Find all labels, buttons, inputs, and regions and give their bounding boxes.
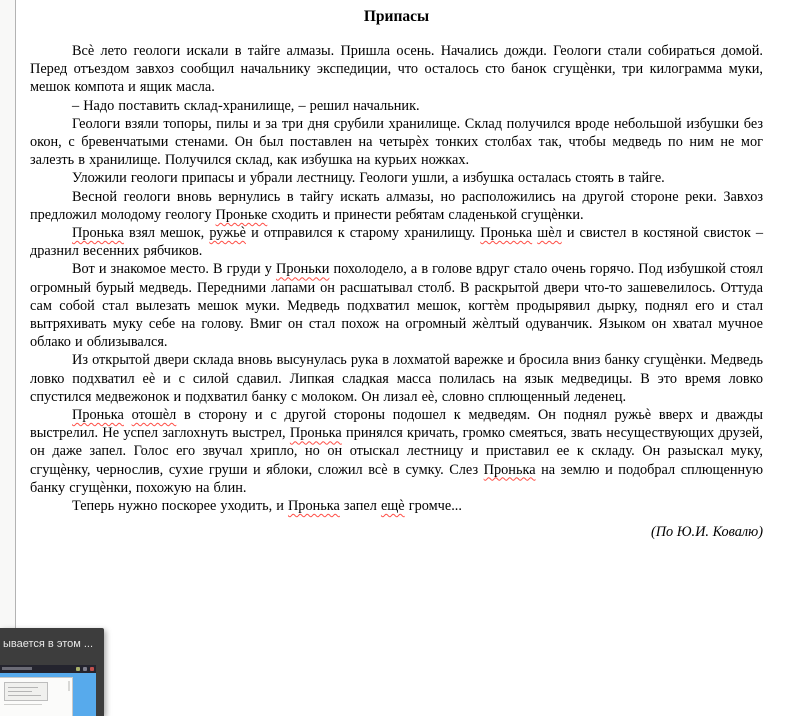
text-run: Всѐ лето геологи искали в тайге алмазы. Пришла осень. Начались дожди. Геологи стали собираться домой. Перед отъездом завхоз сообщил начальнику экспедиции, что осталось сто банок сгущѐнки, три килограмма муки, мешок компота и ящик масла. <box>30 43 763 96</box>
page-margin-gutter <box>0 0 16 716</box>
paragraph <box>30 188 763 224</box>
text-run <box>124 407 132 423</box>
text-run: Геологи взяли топоры, пилы и за три дня срубили хранилище. Склад получился вроде небольшой избушки без окон, с бревенчатыми стенами. Он был поставлен на четырѐх тонких столбах так, чтобы медведь по ним не мог залезть в хранилище. Получился склад, как избушка на курьих ножках. <box>30 115 763 169</box>
text-run: Теперь нужно поскорее уходить, и <box>72 498 288 515</box>
misspelled-word: Пронька <box>480 225 533 242</box>
misspelled-word: Пронька <box>483 461 536 478</box>
minimize-icon <box>76 667 80 671</box>
page-title: Припасы <box>363 8 430 25</box>
paragraph <box>30 260 763 351</box>
misspelled-word: Проньки <box>276 261 330 278</box>
window-thumbnail[interactable] <box>0 665 96 716</box>
thumbnail-popup-title: ывается в этом ... <box>3 638 94 650</box>
text-run: на землю и подобрал сплющенную банку сгущѐнки, похожую на блин. <box>30 461 764 496</box>
thumbnail-window-controls <box>76 667 94 671</box>
text-run: в сторону и с другой стороны подошел к медведям. Он поднял ружьѐ вверх и дважды выстрелил. Не успел заглохнуть выстрел, <box>30 407 763 442</box>
misspelled-word: Пронька <box>287 498 340 515</box>
misspelled-word: Пронька <box>72 407 124 424</box>
text-run: сходить и принести ребятам сладенькой сгущѐнки. <box>267 206 584 223</box>
text-run: Вот и знакомое место. В груди у <box>72 261 276 278</box>
paragraph <box>30 224 763 260</box>
maximize-icon <box>83 667 87 671</box>
text-run: Уложили геологи припасы и убрали лестницу. Геологи ушли, а избушка осталась стоять в тайге. <box>72 170 665 187</box>
thumbnail-app-window <box>0 677 73 716</box>
paragraph <box>30 97 763 115</box>
paragraph <box>30 169 763 187</box>
paragraph <box>30 406 763 497</box>
thumbnail-desktop <box>0 673 96 716</box>
text-run: громче... <box>404 498 462 515</box>
text-run: запел <box>339 498 381 515</box>
paragraph <box>30 351 763 406</box>
paragraph <box>30 115 763 170</box>
thumbnail-scrollbar <box>68 681 70 691</box>
thumbnail-dialog-box <box>4 682 48 701</box>
misspelled-word: Пронька <box>289 425 342 442</box>
misspelled-word: шѐл <box>537 225 562 242</box>
paragraph <box>30 42 763 97</box>
misspelled-word: отошѐл <box>131 407 177 424</box>
thumbnail-titlebar-text <box>2 667 32 670</box>
author-attribution: (По Ю.И. Ковалю) <box>650 524 763 541</box>
misspelled-word: ещѐ <box>380 498 405 515</box>
text-run: взял мешок, <box>123 225 210 242</box>
document-page <box>17 0 791 716</box>
thumbnail-titlebar <box>0 665 96 673</box>
text-run: и отправился к старому хранилищу. <box>245 225 481 242</box>
paragraph <box>30 497 763 515</box>
misspelled-word: Пронька <box>72 225 124 242</box>
text-run: Весной геологи вновь вернулись в тайгу искать алмазы, но расположились на другой стороне реки. Завхоз предложил молодому геологу <box>30 188 763 223</box>
text-run: – Надо поставить склад-хранилище, – решил начальник. <box>72 97 420 114</box>
text-run: и свистел в костяной свисток – дразнил весенних рябчиков. <box>30 225 764 260</box>
close-icon <box>90 667 94 671</box>
misspelled-word: Проньке <box>215 206 268 223</box>
document-body <box>30 6 763 541</box>
text-run: похолодело, а в голове вдруг стало очень горячо. Под избушкой стоял огромный бурый медведь. Передними лапами он расшатывал столб. В раскрытой двери что-то зашевелилось. Оттуда сам собой стал вылезать мешок муки. Медведь подхватил мешок, когтѐм продырявил дырку, поднял его и стал вытряхивать муку себе на голову. Вмиг он стал похож на огромный жѐлтый одуванчик. Языком он хватал мучное облако и облизывался. <box>30 261 763 351</box>
taskbar-thumbnail-popup[interactable] <box>0 628 104 716</box>
misspelled-word: ружьѐ <box>209 225 246 242</box>
text-run: Из открытой двери склада вновь высунулась рука в лохматой варежке и бросила вниз банку сгущѐнки. Медведь ловко подхватил еѐ и с силой сдавил. Липкая сладкая масса полилась на язык медведицы. В это время ловко спустился медвежонок и подхватил банку с молоком. Он лизал еѐ, словно сплющенный леденец. <box>30 352 763 405</box>
text-run: принялся кричать, громко смеяться, звать несуществующих друзей, он даже запел. Голос его звучал хрипло, но он отыскал лестницу и приставил ее к складу. Он разыскал муку, сгущѐнку, чернослив, сухие груши и яблоки, сложил всѐ в сумку. Слез <box>30 425 763 478</box>
